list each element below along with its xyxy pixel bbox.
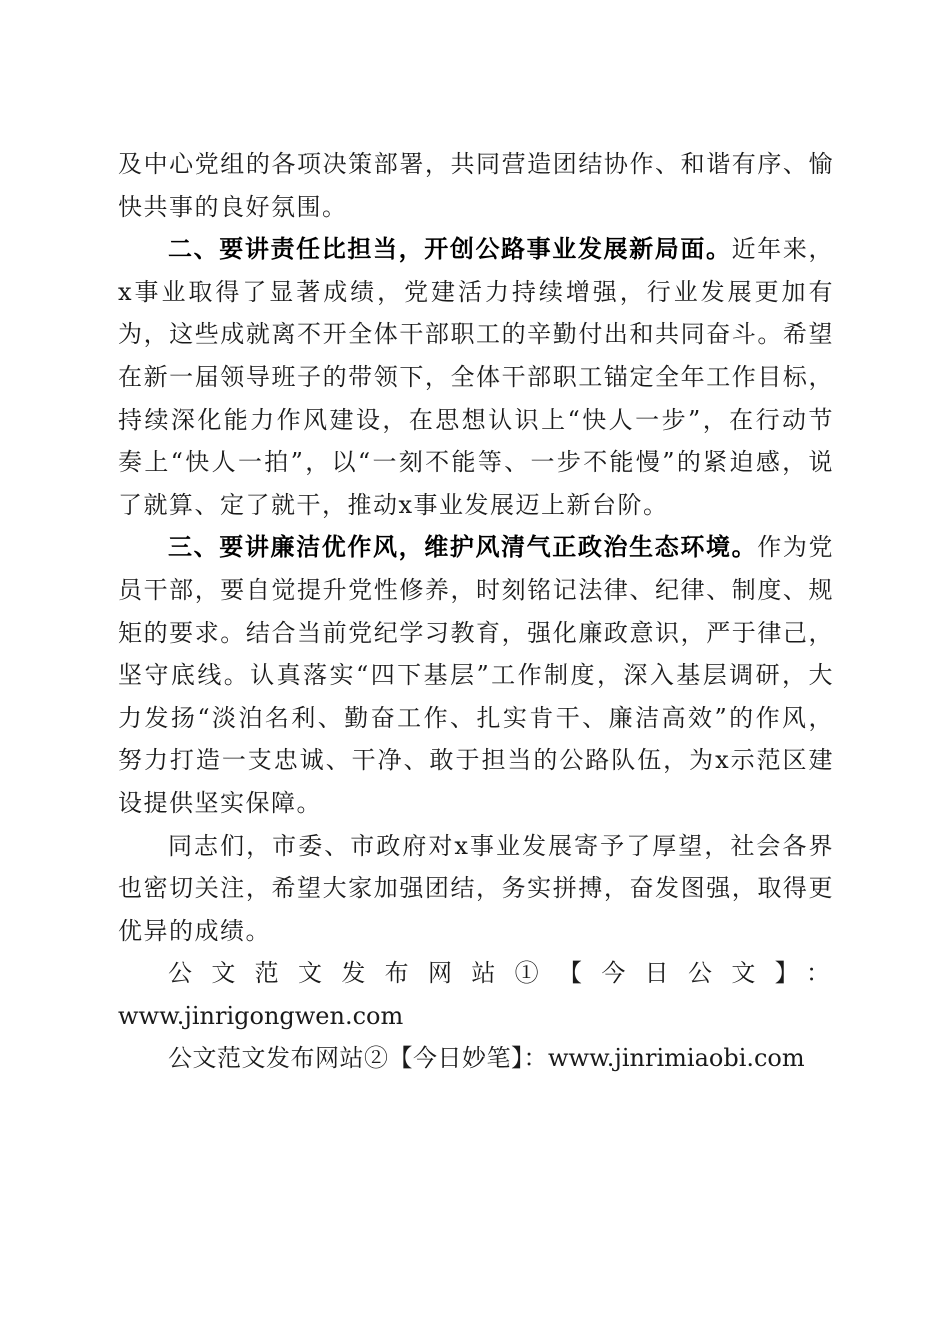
footer-site-1-url-line xyxy=(118,995,834,1038)
site-2-url[interactable]: www.jinrimiaobi.com xyxy=(548,1044,805,1073)
paragraph-text: 同志们，市委、市政府对x事业发展寄予了厚望，社会各界也密切关注，希望大家加强团结，务实拼搏，奋发图强，取得更优异的成绩。 xyxy=(118,831,834,945)
paragraph-text: 近年来，x事业取得了显著成绩，党建活力持续增强，行业发展更加有为，这些成就离不开全体干部职工的辛勤付出和共同奋斗。希望在新一届领导班子的带领下，全体干部职工锚定全年工作目标，持续深化能力作风建设，在思想认识上“快人一步”，在行动节奏上“快人一拍”，以“一刻不能等、一步不能慢”的紧迫感，说了就算、定了就干，推动x事业发展迈上新台阶。 xyxy=(118,235,835,519)
paragraph-integrity xyxy=(118,526,834,824)
site-2-label: 公文范文发布网站②【今日妙笔】： xyxy=(168,1044,548,1073)
paragraph-continuation xyxy=(118,143,834,228)
paragraph-text: 及中心党组的各项决策部署，共同营造团结协作、和谐有序、愉快共事的良好氛围。 xyxy=(118,150,834,221)
section-heading: 三、要讲廉洁优作风，维护风清气正政治生态环境。 xyxy=(168,532,758,562)
footer-site-1 xyxy=(118,952,834,995)
footer-site-2 xyxy=(118,1037,834,1080)
site-1-label: 公文范文发布网站①【今日公文】： xyxy=(168,959,834,988)
section-heading: 二、要讲责任比担当，开创公路事业发展新局面。 xyxy=(168,234,732,264)
paragraph-responsibility xyxy=(118,228,834,526)
document-body xyxy=(118,143,834,1080)
site-1-url[interactable]: www.jinrigongwen.com xyxy=(118,1001,404,1030)
paragraph-closing xyxy=(118,825,834,953)
paragraph-text: 作为党员干部，要自觉提升党性修养，时刻铭记法律、纪律、制度、规矩的要求。结合当前党纪学习教育，强化廉政意识，严于律己，坚守底线。认真落实“四下基层”工作制度，深入基层调研，大力发扬“淡泊名利、勤奋工作、扎实肯干、廉洁高效”的作风，努力打造一支忠诚、干净、敢于担当的公路队伍，为x示范区建设提供坚实保障。 xyxy=(118,533,835,817)
